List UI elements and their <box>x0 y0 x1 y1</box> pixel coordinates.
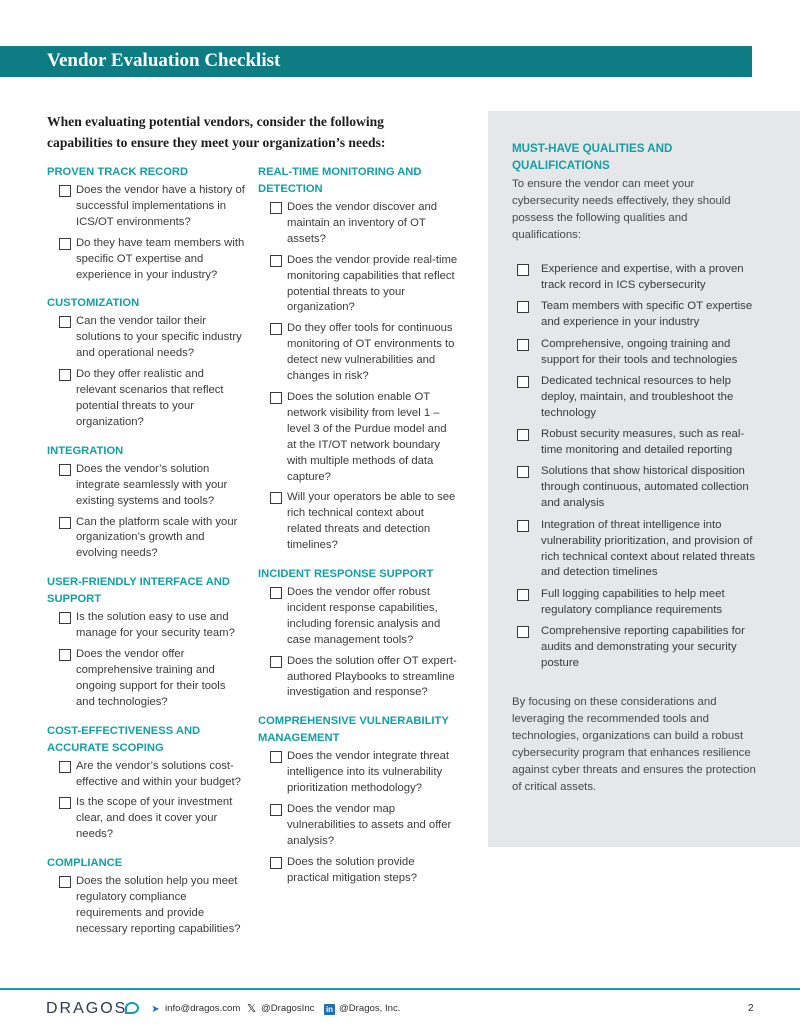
panel-item-text: Solutions that show historical disposition through continuous, automated collection and analysis <box>541 465 749 510</box>
logo-mark-icon <box>125 1002 139 1014</box>
panel-item-text: Full logging capabilities to help meet regulatory compliance requirements <box>541 587 725 616</box>
checklist-section <box>47 164 247 283</box>
panel-item-text: Comprehensive, ongoing training and support for their tools and technologies <box>541 337 738 366</box>
section-heading: USER-FRIENDLY INTERFACE AND SUPPORT <box>47 576 230 606</box>
intro-text: When evaluating potential vendors, consider the following capabilities to ensure they meet your organization’s needs: <box>47 114 386 150</box>
left-column <box>47 164 247 938</box>
logo-text: DRAGOS <box>46 1000 128 1017</box>
panel-checklist-item <box>517 427 757 459</box>
checkbox-icon[interactable] <box>270 202 282 214</box>
checklist-item-text: Does the vendor’s solution integrate seamlessly with your existing systems and tools? <box>76 462 228 507</box>
panel-item-text: Robust security measures, such as real-time monitoring and detailed reporting <box>541 428 745 457</box>
checkbox-icon[interactable] <box>270 751 282 763</box>
checkbox-icon[interactable] <box>59 369 71 381</box>
panel-item-text: Integration of threat intelligence into vulnerability prioritization, and provision of rich technical context about related threats and detection timelines <box>541 518 756 579</box>
checklist-item-text: Can the platform scale with your organization’s growth and evolving needs? <box>76 515 238 560</box>
checklist-item <box>258 654 458 702</box>
panel-checklist-item <box>517 262 757 294</box>
panel-checklist-item <box>517 464 757 512</box>
footer-x-link[interactable] <box>246 1003 314 1015</box>
checklist-item-text: Can the vendor tailor their solutions to your specific industry and operational needs? <box>76 315 242 360</box>
panel-conclusion: By focusing on these considerations and leveraging the recommended tools and technologies, organizations can build a robust cybersecurity program that enhances resilience against cyber threats and ensures the protection of critical assets. <box>512 696 756 793</box>
footer <box>0 998 800 1022</box>
checkbox-icon[interactable] <box>270 392 282 404</box>
checkbox-icon[interactable] <box>59 876 71 888</box>
checklist-item <box>47 183 247 231</box>
checklist-item <box>47 759 247 791</box>
x-handle-text: @DragosInc <box>261 1003 315 1014</box>
checklist-item <box>258 321 458 385</box>
checklist-item-text: Does the vendor discover and maintain an inventory of OT assets? <box>287 201 438 245</box>
checklist-item-text: Does the solution enable OT network visibility from level 1 – level 3 of the Purdue model and at the IT/OT network boundary with multiple methods of data capture? <box>287 390 447 483</box>
checkbox-icon[interactable] <box>59 238 71 250</box>
x-logo-icon: 𝕏 <box>247 1003 256 1015</box>
title-banner <box>0 46 752 77</box>
checklist-item-text: Does the solution offer OT expert-authored Playbooks to streamline investigation and response? <box>287 654 457 699</box>
panel-checklist-item <box>517 518 757 582</box>
footer-linkedin-link[interactable] <box>324 1003 400 1015</box>
checklist-section <box>258 164 458 554</box>
checklist-item <box>258 855 458 887</box>
checklist-item <box>47 462 247 510</box>
checklist-item-text: Does the vendor map vulnerabilities to assets and offer analysis? <box>287 803 452 847</box>
panel-item-text: Experience and expertise, with a proven track record in ICS cybersecurity <box>541 263 744 291</box>
panel-item-text: Dedicated technical resources to help deploy, maintain, and troubleshoot the technology <box>541 374 734 419</box>
checklist-item-text: Does the solution provide practical mitigation steps? <box>287 855 417 884</box>
checklist-item-text: Does the vendor integrate threat intelligence into its vulnerability prioritization methodology? <box>287 750 450 795</box>
checkbox-icon[interactable] <box>270 656 282 668</box>
checklist-section <box>47 855 247 938</box>
checklist-item-text: Does the vendor offer robust incident response capabilities, including forensic analysis and case management tools? <box>287 586 441 646</box>
checklist-item-text: Does the vendor provide real-time monitoring capabilities that reflect potential threats to your organization? <box>287 253 458 314</box>
checklist-item-text: Does the solution help you meet regulatory compliance requirements and provide necessary reporting capabilities? <box>76 875 241 935</box>
checklist-item-text: Will your operators be able to see rich technical context about related threats and detection timelines? <box>287 491 456 552</box>
checkbox-icon[interactable] <box>270 804 282 816</box>
panel-checklist-item <box>517 374 757 422</box>
panel-checklist-item <box>517 624 757 672</box>
checkbox-icon[interactable] <box>270 323 282 335</box>
checkbox-icon[interactable] <box>517 339 529 351</box>
checklist-item-text: Are the vendor’s solutions cost-effective and within your budget? <box>76 759 241 788</box>
checklist-item <box>258 802 458 850</box>
checkbox-icon[interactable] <box>270 255 282 267</box>
panel-checklist-item <box>517 337 757 369</box>
footer-email-link[interactable] <box>150 1003 240 1015</box>
checklist-item <box>258 585 458 649</box>
checkbox-icon[interactable] <box>59 612 71 624</box>
checkbox-icon[interactable] <box>517 589 529 601</box>
requirements-panel <box>488 111 800 847</box>
checklist-item <box>47 647 247 711</box>
panel-item-text: Team members with specific OT expertise and experience in your industry <box>541 300 753 329</box>
checklist-item <box>47 610 247 642</box>
section-heading: COMPLIANCE <box>47 857 123 870</box>
panel-checklist-item <box>517 299 757 331</box>
panel-intro: To ensure the vendor can meet your cybersecurity needs effectively, they should possess the following qualities and qualifications: <box>512 178 731 241</box>
page-number: 2 <box>748 1003 754 1014</box>
checklist-item <box>47 236 247 284</box>
checkbox-icon[interactable] <box>517 376 529 388</box>
checklist-section <box>258 566 458 701</box>
section-heading: CUSTOMIZATION <box>47 297 140 310</box>
checklist-item <box>47 314 247 362</box>
checklist-item-text: Do they have team members with specific OT expertise and experience in your industry? <box>76 236 245 281</box>
checkbox-icon[interactable] <box>59 185 71 197</box>
checkbox-icon[interactable] <box>59 649 71 661</box>
checklist-item-text: Do they offer tools for continuous monitoring of OT environments to detect new vulnerabilities and changes in risk? <box>287 322 455 383</box>
checkbox-icon[interactable] <box>270 857 282 869</box>
linkedin-text: @Dragos, Inc. <box>339 1003 401 1014</box>
checklist-item <box>47 795 247 843</box>
panel-heading: MUST-HAVE QUALITIES AND QUALIFICATIONS <box>512 142 673 172</box>
checkbox-icon[interactable] <box>59 761 71 773</box>
panel-checklist <box>517 262 757 672</box>
checklist-item-text: Is the scope of your investment clear, and does it cover your needs? <box>76 796 233 841</box>
section-heading: INTEGRATION <box>47 444 124 457</box>
checklist-section <box>47 723 247 844</box>
checkbox-icon[interactable] <box>517 520 529 532</box>
section-heading: COST-EFFECTIVENESS AND ACCURATE SCOPING <box>47 724 201 754</box>
checkbox-icon[interactable] <box>59 797 71 809</box>
paper-plane-icon: ➤ <box>151 1004 160 1015</box>
checklist-item-text: Does the vendor have a history of successful implementations in ICS/OT environments? <box>76 184 245 228</box>
checklist-item <box>258 749 458 797</box>
checklist-section <box>47 443 247 562</box>
checklist-item <box>47 367 247 431</box>
checklist-item-text: Is the solution easy to use and manage for your security team? <box>76 611 235 640</box>
checkbox-icon[interactable] <box>517 264 529 276</box>
page-title: Vendor Evaluation Checklist <box>47 50 281 71</box>
checklist-section <box>47 574 247 710</box>
middle-column <box>258 164 458 887</box>
linkedin-icon: in <box>325 1005 334 1014</box>
checkbox-icon[interactable] <box>517 429 529 441</box>
checkbox-icon[interactable] <box>59 464 71 476</box>
checkbox-icon[interactable] <box>517 626 529 638</box>
checklist-item <box>258 253 458 317</box>
footer-divider <box>0 988 800 990</box>
checkbox-icon[interactable] <box>517 301 529 313</box>
checklist-item-text: Do they offer realistic and relevant scenarios that reflect potential threats to your organization? <box>76 368 224 428</box>
checkbox-icon[interactable] <box>270 587 282 599</box>
checkbox-icon[interactable] <box>59 316 71 328</box>
section-heading: REAL-TIME MONITORING AND DETECTION <box>258 166 422 195</box>
dragos-logo <box>46 1000 139 1018</box>
checkbox-icon[interactable] <box>517 466 529 478</box>
section-heading: INCIDENT RESPONSE SUPPORT <box>258 568 434 581</box>
checklist-item-text: Does the vendor offer comprehensive training and ongoing support for their tools and technologies? <box>76 648 226 708</box>
checkbox-icon[interactable] <box>270 492 282 504</box>
checkbox-icon[interactable] <box>59 517 71 529</box>
email-text: info@dragos.com <box>165 1003 241 1014</box>
section-heading: COMPREHENSIVE VULNERABILITY MANAGEMENT <box>258 715 449 745</box>
checklist-item <box>258 490 458 554</box>
panel-checklist-item <box>517 587 757 619</box>
checklist-item <box>258 200 458 248</box>
checklist-item <box>258 390 458 485</box>
checklist-item <box>47 874 247 938</box>
checklist-section <box>47 295 247 430</box>
panel-item-text: Comprehensive reporting capabilities for audits and demonstrating your security posture <box>541 625 745 669</box>
checklist-section <box>258 713 458 886</box>
section-heading: PROVEN TRACK RECORD <box>47 166 189 178</box>
checklist-item <box>47 515 247 563</box>
